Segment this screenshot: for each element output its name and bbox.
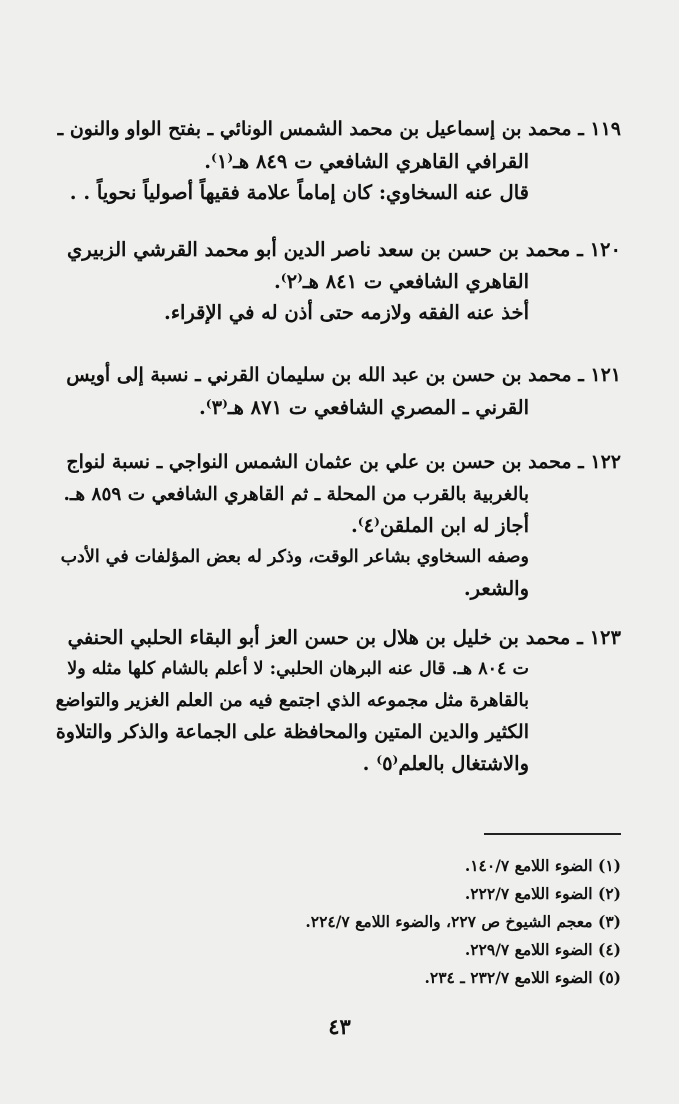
footnote-3: (٣) معجم الشيوخ ص ٢٢٧، والضوء اللامع ٢٢٤/٧. [305, 912, 621, 931]
entry-line: والشعر. [463, 577, 529, 600]
footnote-4: (٤) الضوء اللامع ٢٢٩/٧. [464, 940, 621, 959]
footnote-5: (٥) الضوء اللامع ٢٣٢/٧ ـ ٢٣٤. [424, 968, 621, 987]
biography-entry-121 [56, 360, 621, 423]
biography-entry-123 [56, 622, 621, 780]
entry-line: أجاز له ابن الملقن⁽٤⁾. [351, 514, 529, 537]
biography-entry-122 [56, 447, 621, 605]
entry-line: ١٢٢ ـ محمد بن حسن بن علي بن عثمان الشمس النواجي ـ نسبة لنواج [66, 451, 621, 473]
entry-line: ت ٨٠٤ هـ. قال عنه البرهان الحلبي: لا أعلم بالشام كلها مثله ولا [67, 658, 529, 679]
entry-line: القرني ـ المصري الشافعي ت ٨٧١ هـ⁽٣⁾. [198, 395, 529, 419]
footnotes [61, 852, 621, 992]
entry-line: القاهري الشافعي ت ٨٤١ هـ⁽٢⁾. [274, 269, 529, 293]
footnote-divider [484, 833, 621, 835]
entry-line: ١٢١ ـ محمد بن حسن بن عبد الله بن سليمان القرني ـ نسبة إلى أويس [66, 364, 621, 386]
entry-line: القرافي القاهري الشافعي ت ٨٤٩ هـ⁽١⁾. [204, 149, 529, 173]
page-number: ٤٣ [328, 1014, 351, 1039]
entry-line: ١٢٣ ـ محمد بن خليل بن هلال بن حسن العز أبو البقاء الحلبي الحنفي [67, 626, 621, 649]
entry-line: وصفه السخاوي بشاعر الوقت، وذكر له بعض المؤلفات في الأدب [60, 546, 529, 567]
entry-line: بالقاهرة مثل مجموعه الذي اجتمع فيه من العلم الغزير والتواضع [55, 690, 529, 711]
entry-line: والاشتغال بالعلم⁽٥⁾ . [362, 752, 529, 775]
footnote-2: (٢) الضوء اللامع ٢٢٢/٧. [464, 884, 621, 903]
biography-entry-120 [56, 234, 621, 329]
entry-line: الكثير والدين المتين والمحافظة على الجماعة والذكر والتلاوة [55, 720, 529, 743]
entry-line: أخذ عنه الفقه ولازمه حتى أذن له في الإقراء. [164, 301, 529, 324]
biography-entry-119 [56, 114, 621, 209]
entry-line: ١١٩ ـ محمد بن إسماعيل بن محمد الشمس الونائي ـ بفتح الواو والنون ـ [57, 118, 621, 140]
footnote-1: (١) الضوء اللامع ١٤٠/٧. [464, 856, 621, 875]
entry-line: قال عنه السخاوي: كان إماماً علامة فقيهاً أصولياً نحوياً . . [69, 181, 529, 204]
entry-line: ١٢٠ ـ محمد بن حسن بن سعد ناصر الدين أبو محمد القرشي الزبيري [67, 238, 621, 261]
entry-line: بالغربية بالقرب من المحلة ـ ثم القاهري الشافعي ت ٨٥٩ هـ. [63, 483, 529, 505]
